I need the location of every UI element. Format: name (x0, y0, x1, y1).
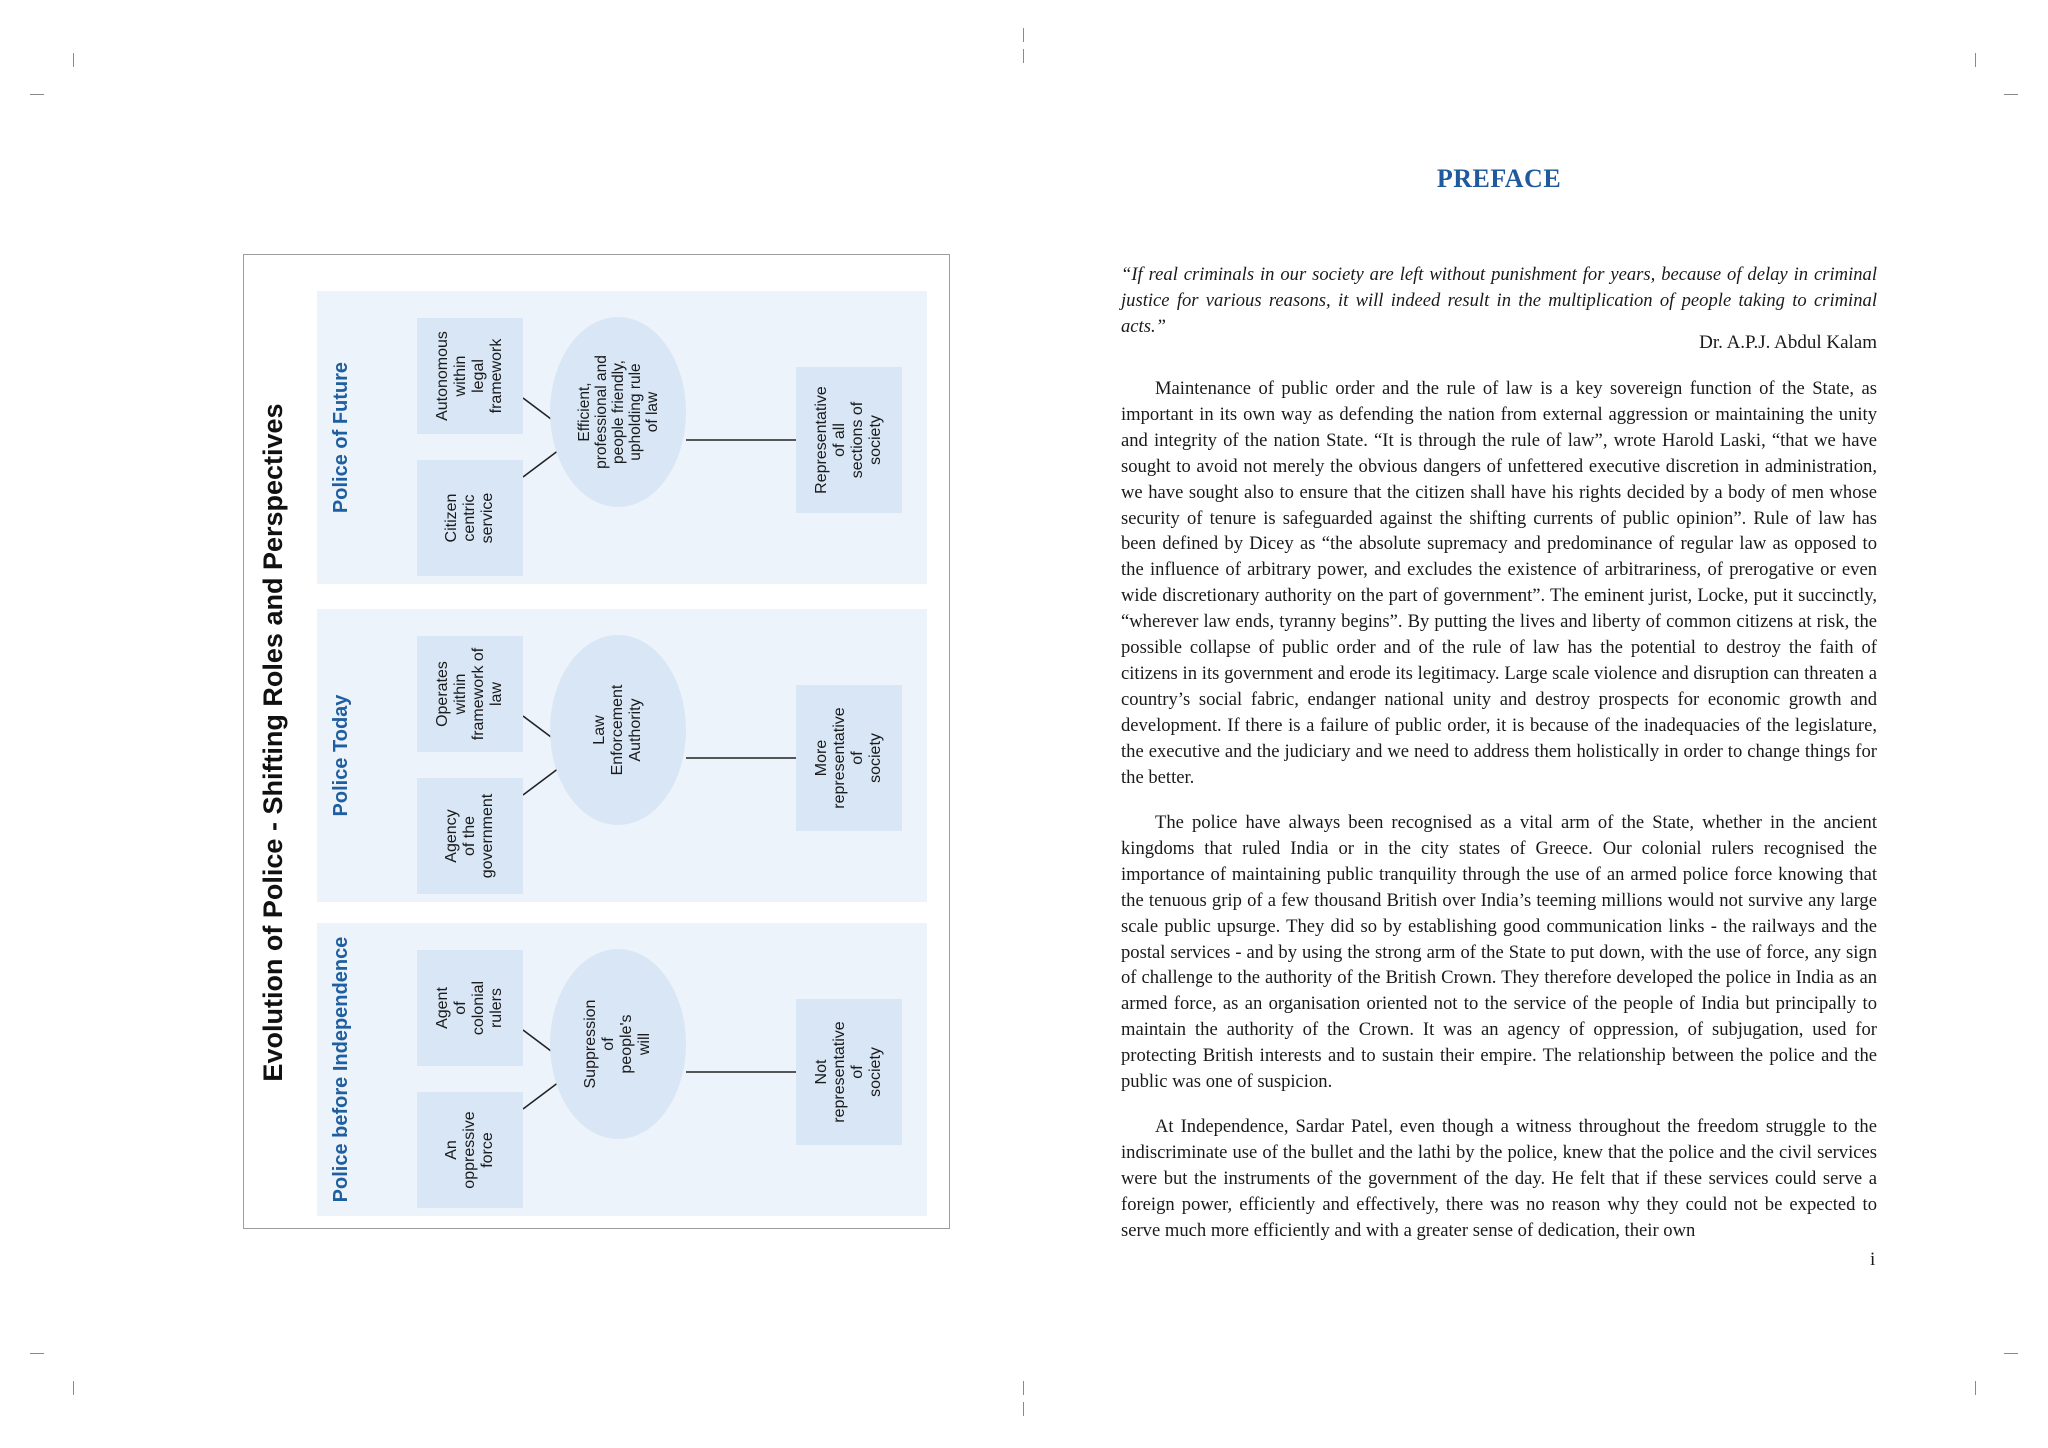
crop-mark (1975, 1381, 1976, 1395)
crop-mark (30, 1353, 44, 1354)
attribute-box: Operates within framework of law (417, 636, 523, 752)
preface-paragraph: At Independence, Sardar Patel, even though a witness throughout the freedom struggle to the indiscriminate use of the bullet and the lathi by the police, knew that the police and the civil services were but the instruments of the government of the day. He felt that if these services could serve a foreign power, efficiently and effectively, there was no reason why they could not be expected to serve much more efficiently and with a greater sense of dedication, their own (1121, 1116, 1877, 1241)
panel-police-today (317, 609, 927, 902)
representation-box: Not representative of society (796, 999, 902, 1145)
figure-frame (243, 254, 950, 1229)
crop-mark (1023, 49, 1024, 63)
crop-mark (1023, 1402, 1024, 1416)
panel-title: Police before Independence (330, 936, 352, 1203)
representation-box: Representative of all sections of society (796, 367, 902, 513)
preface-paragraph: The police have always been recognised as a vital arm of the State, whether in the ancient kingdoms that ruled India or in the city states of Greece. Our colonial rulers recognised the importance of maintaining public tranquility through the use of an armed police force knowing that the tenuous grip of a few thousand British over India’s teeming millions would not survive any large scale public upsurge. They did so by establishing good communication links - the railways and the postal services - and by using the strong arm of the State to put down, with the use of force, any sign of challenge to the authority of the British Crown. They therefore developed the police in India as an armed force, as an organisation oriented not to the service of the people of India but principally to maintain the authority of the Crown. It was an agency of oppression, of subjugation, used for protecting British interests and to sustain their empire. The relationship between the police and the public was one of suspicion. (1121, 812, 1877, 1093)
crop-mark (73, 53, 74, 67)
panel-police-of-future (317, 291, 927, 584)
quote-attribution: Dr. A.P.J. Abdul Kalam (1699, 332, 1877, 353)
crop-mark (2004, 1353, 2018, 1354)
crop-mark (1975, 53, 1976, 67)
crop-mark (1023, 1381, 1024, 1395)
panel-title: Police of Future (330, 361, 352, 514)
core-role-oval: Efficient, professional and people friendly, upholding rule of law (550, 317, 686, 507)
figure-title: Evolution of Police - Shifting Roles and Perspectives (258, 403, 288, 1082)
core-role-oval: Law Enforcement Authority (550, 635, 686, 825)
panel-before-independence (317, 923, 927, 1216)
representation-box: More representative of society (796, 685, 902, 831)
preface-paragraph: Maintenance of public order and the rule of law is a key sovereign function of the State, as important in its own way as defending the nation from external aggression or maintaining the unity and integrity of the nation State. “It is through the rule of law”, wrote Harold Laski, “that we have sought to avoid not merely the obvious dangers of unfettered executive discretion in administration, we have sought also to ensure that the citizen shall have his rights decided by a body of men whose security of tenure is safeguarded against the shifting currents of public opinion”. Rule of law has been defined by Dicey as “the absolute supremacy and predominance of regular law as opposed to the influence of arbitrary power, and excludes the existence of arbitrariness, of prerogative or even wide discretionary authority on the part of government”. The eminent jurist, Locke, put it succinctly, “wherever law ends, tyranny begins”. By putting the lives and liberty of common citizens at risk, the possible collapse of public order and of the rule of law has the potential to destroy the faith of citizens in its government and erode its legitimacy. Large scale violence and disruption can threaten a country’s social fabric, endanger national unity and destroy prospects for economic growth and development. If there is a failure of public order, it is because of the inadequacies of the legislature, the executive and the judiciary and we need to address them holistically in order to change things for the better. (1121, 378, 1877, 788)
crop-mark (30, 94, 44, 95)
epigraph-quote: “If real criminals in our society are left without punishment for years, because of delay in criminal justice for various reasons, it will indeed result in the multiplication of people taking to criminal acts.” (1121, 264, 1877, 337)
attribute-box: Citizen centric service (417, 460, 523, 576)
page-number: i (1870, 1249, 1876, 1270)
core-role-oval: Suppression of people's will (550, 949, 686, 1139)
attribute-box: An oppressive force (417, 1092, 523, 1208)
crop-mark (73, 1381, 74, 1395)
diagram (244, 255, 951, 1230)
panel-title: Police Today (330, 694, 352, 817)
preface-title: PREFACE (1436, 164, 1562, 193)
crop-mark (1023, 28, 1024, 42)
crop-mark (2004, 94, 2018, 95)
attribute-box: Autonomous within legal framework (417, 318, 523, 434)
attribute-box: Agent of colonial rulers (417, 950, 523, 1066)
attribute-box: Agency of the government (417, 778, 523, 894)
